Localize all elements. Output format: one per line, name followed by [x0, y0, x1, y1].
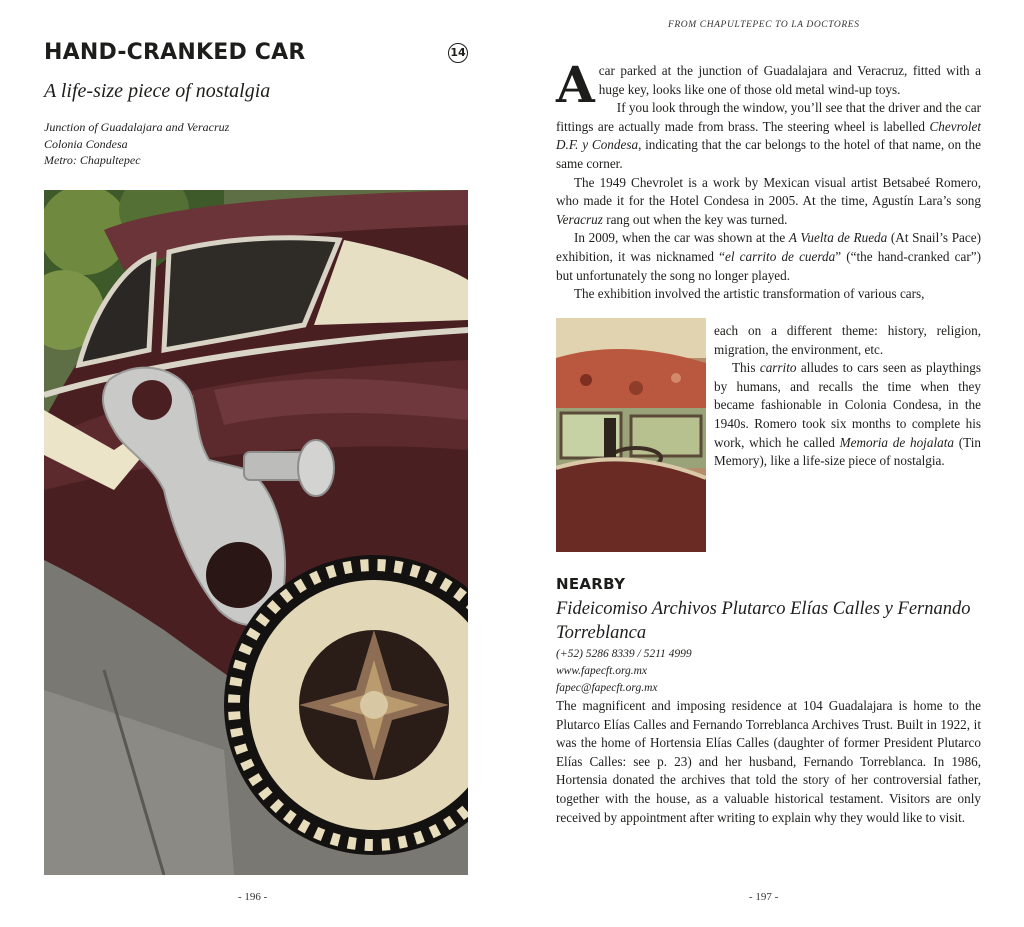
paragraph-2: If you look through the window, you’ll see that the driver and the car fittings are actually made from brass. The steering wheel is labelled Chevrolet D.F. y Condesa, indicating that the car belongs to the hotel of that name, on the same corner.	[556, 100, 981, 171]
website-link[interactable]: www.fapecft.org.mx	[556, 665, 648, 677]
contact-block	[556, 646, 692, 697]
article-body	[556, 55, 982, 304]
nearby-heading: NEARBY	[556, 575, 626, 593]
running-head: FROM CHAPULTEPEC TO LA DOCTORES	[668, 20, 860, 30]
paragraph-5-continued: each on a different theme: history, religion, migration, the environment, etc.	[714, 323, 981, 357]
page-number: - 197 -	[749, 891, 779, 903]
paragraph-6: This carrito alludes to cars seen as playthings by humans, and recalls the time when they became fashionable in Colonia Condesa, in the 1940s. Romero took six months to complete his work, which he called Memoria de hojalata (Tin Memory), like a life-size piece of nostalgia.	[714, 360, 981, 469]
paragraph-5-start: The exhibition involved the artistic transformation of various cars,	[574, 286, 925, 302]
drop-cap: A	[556, 55, 595, 114]
right-page	[512, 0, 1024, 927]
paragraph-1: A car parked at the junction of Guadalajara and Veracruz, fitted with a huge key, looks like one of those old metal wind-up toys.	[556, 55, 981, 114]
address-line: Colonia Condesa	[44, 136, 128, 151]
email-link[interactable]: fapec@fapecft.org.mx	[556, 682, 658, 694]
address-line: Junction of Guadalajara and Veracruz	[44, 120, 230, 134]
entry-number-badge: 14	[448, 43, 468, 63]
paragraph-4: In 2009, when the car was shown at the A Vuelta de Rueda (At Snail’s Pace) exhibition, it was nicknamed “el carrito de cuerda” (“the hand-cranked car”) but unfortunately the song no longer played.	[556, 230, 982, 283]
entry-subtitle: A life-size piece of nostalgia	[44, 80, 271, 102]
paragraph-3: The 1949 Chevrolet is a work by Mexican visual artist Betsabeé Romero, who made it for the Hotel Condesa in 2005. At the time, Agustín Lara’s song Veracruz rang out when the key was turned.	[556, 174, 981, 227]
nearby-place-name: Fideicomiso Archivos Plutarco Elías Calles y Fernando Torreblanca	[556, 599, 971, 643]
nearby-description: The magnificent and imposing residence at 104 Guadalajara is home to the Plutarco Elías Calles and Fernando Torreblanca Archives Trust. Built in 1922, it was the home of Hortensia Elías Calles (daughter of former President Plutarco Elías Calles: see p. 23) and her husband, Fernando Torreblanca. In 1986, Hortensia donated the archives that told the story of her controversial father, together with the house, as a valuable historical testament. Visitors are only received by appointment after writing to explain why they would like to visit.	[556, 698, 981, 825]
address-line: Metro: Chapultepec	[44, 153, 141, 167]
phone-number: (+52) 5286 8339 / 5211 4999	[556, 648, 692, 660]
entry-title: HAND-CRANKED CAR	[44, 40, 306, 65]
wrapped-text	[714, 322, 981, 471]
car-interior-photo	[556, 318, 706, 552]
address-block	[44, 119, 229, 169]
page-number: - 196 -	[238, 891, 268, 903]
car-photo	[44, 190, 468, 875]
